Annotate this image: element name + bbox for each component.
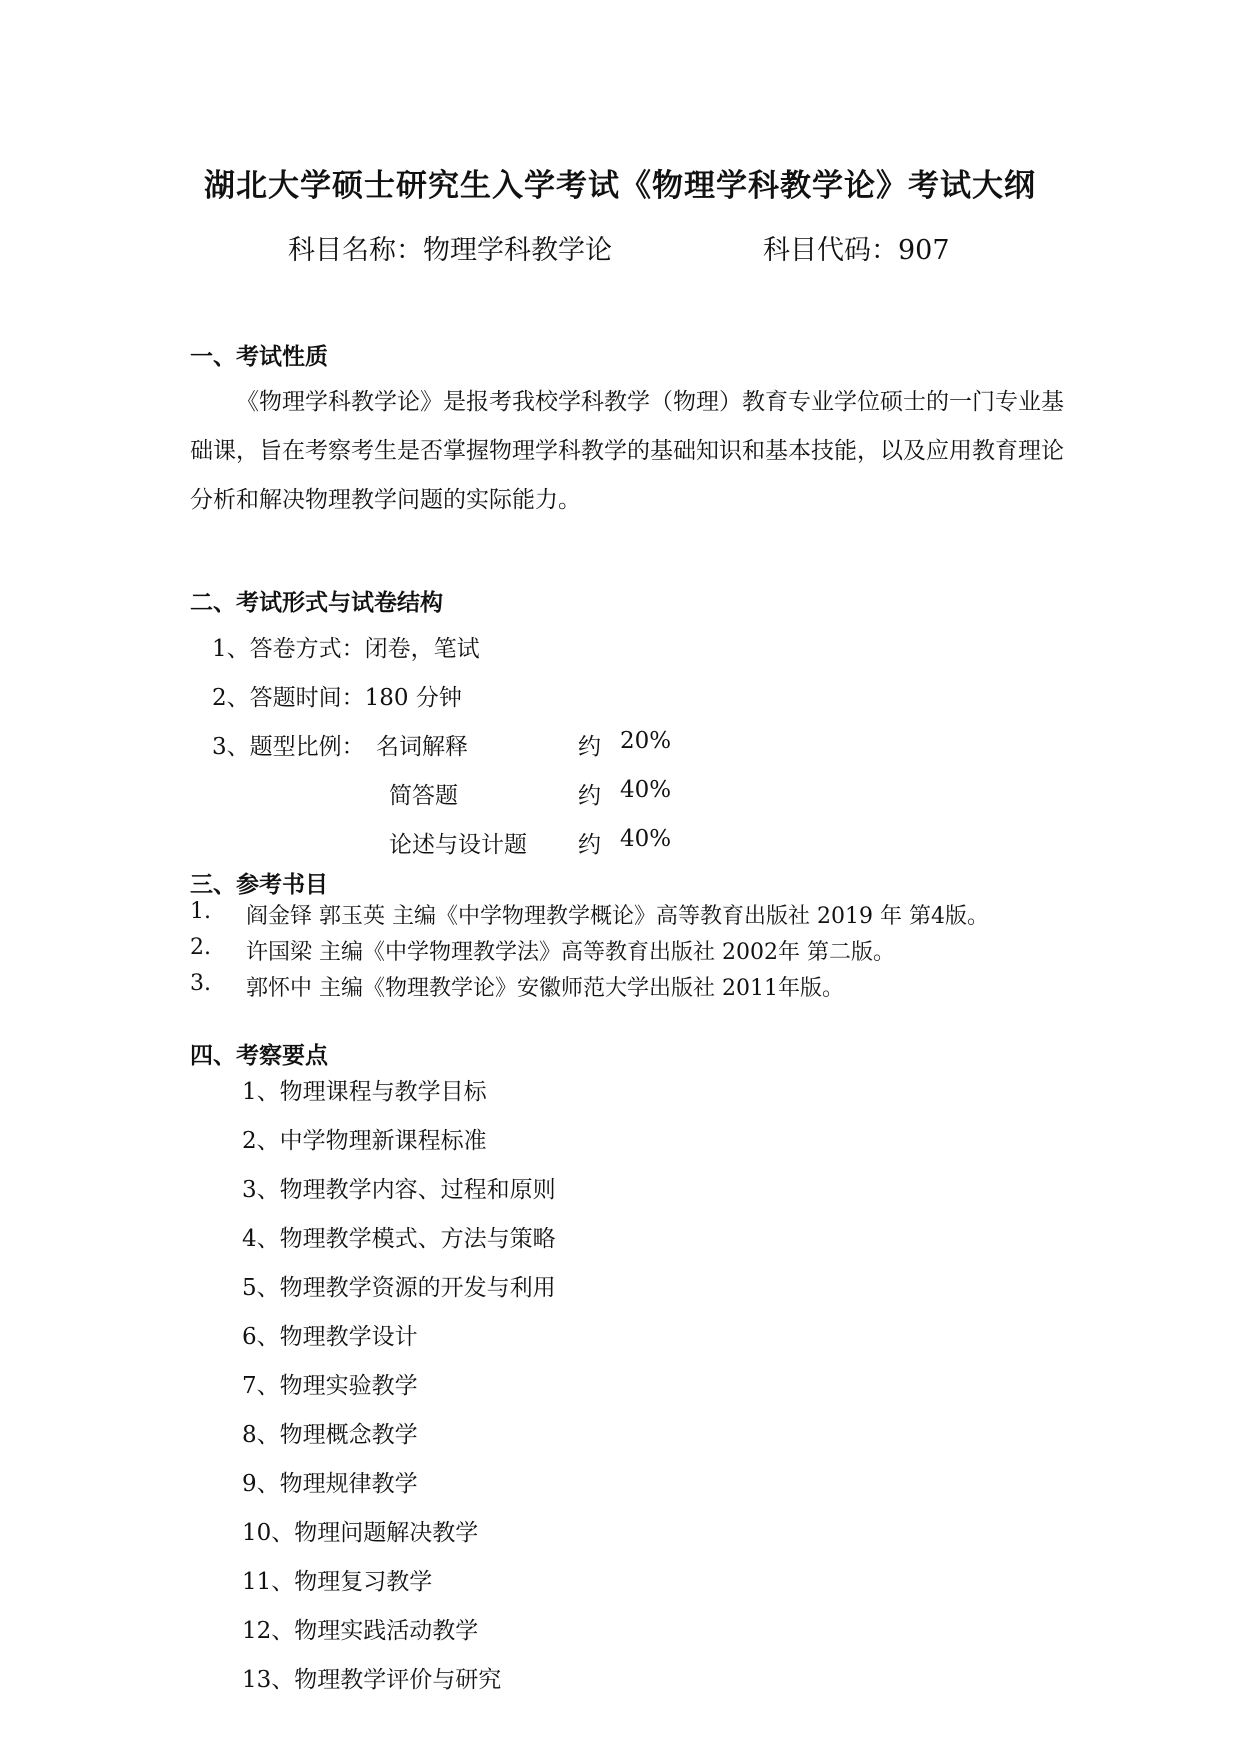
section-heading-references: 三、参考书目 xyxy=(190,871,328,898)
key-point-item: 10、物理问题解决教学 xyxy=(242,1520,479,1546)
section-heading-exam-nature: 一、考试性质 xyxy=(190,343,328,370)
ratio-approx: 约 xyxy=(578,832,601,858)
key-point-item: 9、物理规律教学 xyxy=(242,1471,418,1497)
section-heading-key-points: 四、考察要点 xyxy=(190,1042,328,1069)
key-point-item: 8、物理概念教学 xyxy=(242,1422,418,1448)
ratio-percent: 20% xyxy=(620,728,672,754)
key-point-item: 5、物理教学资源的开发与利用 xyxy=(242,1275,556,1301)
section-heading-exam-format: 二、考试形式与试卷结构 xyxy=(190,589,443,616)
reference-number: 3. xyxy=(190,971,211,996)
page-title: 湖北大学硕士研究生入学考试《物理学科教学论》考试大纲 xyxy=(204,168,1036,204)
ratio-percent: 40% xyxy=(620,777,672,803)
reference-text: 阎金铎 郭玉英 主编《中学物理教学概论》高等教育出版社 2019 年 第4版。 xyxy=(246,904,989,929)
reference-text: 郭怀中 主编《物理教学论》安徽师范大学出版社 2011年版。 xyxy=(246,976,844,1001)
key-point-item: 7、物理实验教学 xyxy=(242,1373,418,1399)
format-item-answer-mode: 1、答卷方式：闭卷，笔试 xyxy=(212,636,480,662)
subject-name: 科目名称：物理学科教学论 xyxy=(288,235,612,266)
format-item-question-ratio-label: 3、题型比例： xyxy=(212,734,365,760)
reference-number: 1. xyxy=(190,899,211,924)
ratio-approx: 约 xyxy=(578,734,601,760)
ratio-name: 论述与设计题 xyxy=(389,832,527,858)
key-point-item: 3、物理教学内容、过程和原则 xyxy=(242,1177,556,1203)
ratio-percent: 40% xyxy=(620,826,672,852)
reference-text: 许国梁 主编《中学物理教学法》高等教育出版社 2002年 第二版。 xyxy=(246,940,895,965)
ratio-name: 名词解释 xyxy=(376,734,468,760)
reference-number: 2. xyxy=(190,935,211,960)
exam-nature-text: 《物理学科教学论》是报考我校学科教学（物理）教育专业学位硕士的一门专业基础课，旨在考察考生是否掌握物理学科教学的基础知识和基本技能，以及应用教育理论分析和解决物理教学问题的实际能力。 xyxy=(190,389,1064,513)
key-point-item: 2、中学物理新课程标准 xyxy=(242,1128,487,1154)
key-point-item: 13、物理教学评价与研究 xyxy=(242,1667,502,1693)
exam-nature-paragraph xyxy=(190,378,1070,525)
key-point-item: 1、物理课程与教学目标 xyxy=(242,1079,487,1105)
ratio-name: 简答题 xyxy=(389,783,458,809)
key-point-item: 4、物理教学模式、方法与策略 xyxy=(242,1226,556,1252)
format-item-answer-time: 2、答题时间：180 分钟 xyxy=(212,685,462,711)
ratio-approx: 约 xyxy=(578,783,601,809)
key-point-item: 11、物理复习教学 xyxy=(242,1569,433,1595)
key-point-item: 12、物理实践活动教学 xyxy=(242,1618,479,1644)
key-point-item: 6、物理教学设计 xyxy=(242,1324,418,1350)
subject-code: 科目代码：907 xyxy=(763,235,950,266)
